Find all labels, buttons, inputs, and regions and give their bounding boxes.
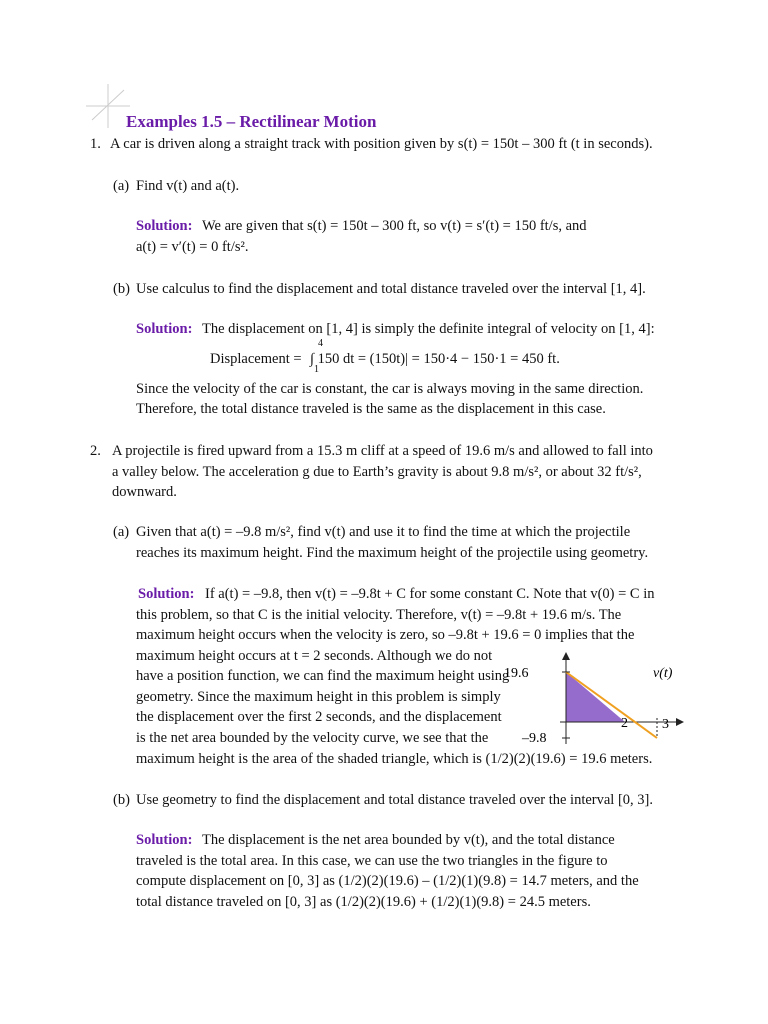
problem-1a-solution-line: a(t) = v′(t) = 0 ft/s². [136,239,249,255]
label-neg-9-8: –9.8 [522,731,547,746]
equation-left: Displacement = [210,351,302,367]
problem-2a-question: Given that a(t) = –9.8 m/s², find v(t) and use it to find the time at which the projectile [136,524,631,540]
problem-2b-solution-line: traveled is the total area. In this case, we can use the two triangles in the figure to [136,853,608,869]
v-axis-arrow [562,652,570,660]
problem-1b-label: (b) [113,281,130,297]
problem-2a-solution-line: maximum height occurs when the velocity is zero, so –9.8t + 19.6 = 0 implies that the [136,627,635,643]
problem-1-number: 1. [90,136,101,152]
problem-2a-label: (a) [113,524,130,540]
crosshair-mark [86,84,130,128]
velocity-figure [500,650,690,750]
equation-integral: ∫ 150 dt = (150t)| = 150·4 − 150·1 = 450 ft. [310,351,560,367]
label-19-6: 19.6 [504,666,529,681]
problem-2a-solution-line: the displacement over the first 2 seconds, and the displacement [136,709,502,725]
label-t2: 2 [621,716,628,731]
problem-2b-solution-line: The displacement is the net area bounded by v(t), and the total distance [202,832,615,848]
problem-2b-label: (b) [113,792,130,808]
problem-1b-solution-line: The displacement on [1, 4] is simply the definite integral of velocity on [1, 4]: [202,321,655,337]
problem-2b-question: Use geometry to find the displacement and total distance traveled over the interval [0, 3]. [136,792,653,808]
problem-2-line: A projectile is fired upward from a 15.3 m cliff at a speed of 19.6 m/s and allowed to fall into [112,443,653,459]
problem-1b-question: Use calculus to find the displacement and total distance traveled over the interval [1, 4]. [136,281,646,297]
problem-1a-solution-line: We are given that s(t) = 150t – 300 ft, so v(t) = s′(t) = 150 ft/s, and [202,218,587,234]
problem-2a-solution-line: If a(t) = –9.8, then v(t) = –9.8t + C for some constant C. Note that v(0) = C in [205,586,655,602]
solution-label: Solution: [136,218,193,234]
problem-1a-label: (a) [113,178,130,194]
label-t3: 3 [662,717,669,732]
solution-label: Solution: [136,832,193,848]
problem-2a-solution-line: have a position function, we can find the maximum height using [136,668,510,684]
integral-upper-limit: 4 [318,338,323,349]
problem-2a-solution-line: geometry. Since the maximum height in this problem is simply [136,689,501,705]
problem-1b-text-line: Since the velocity of the car is constant, the car is always moving in the same direction. [136,381,644,397]
problem-2a-question: reaches its maximum height. Find the maximum height of the projectile using geometry. [136,545,649,561]
problem-2-number: 2. [90,443,101,459]
problem-1b-text-line: Therefore, the total distance traveled is the same as the displacement in this case. [136,401,606,417]
integral-lower-limit: 1 [314,364,319,375]
problem-2-line: downward. [112,484,177,500]
t-axis-arrow [676,718,684,726]
solution-label: Solution: [138,586,195,602]
label-vt: v(t) [653,666,673,681]
problem-2a-solution-line: maximum height occurs at t = 2 seconds. Although we do not [136,648,493,664]
problem-2a-solution-line: is the net area bounded by the velocity curve, we see that the [136,730,489,746]
problem-2a-solution-line: this problem, so that C is the initial velocity. Therefore, v(t) = –9.8t + 19.6 m/s. The [136,607,622,623]
problem-2b-solution-line: total distance traveled on [0, 3] as (1/2)(2)(19.6) + (1/2)(1)(9.8) = 24.5 meters. [136,894,591,910]
problem-2-line: a valley below. The acceleration g due to Earth’s gravity is about 9.8 m/s², or about 32 ft/s², [112,464,642,480]
problem-2b-solution-line: compute displacement on [0, 3] as (1/2)(2)(19.6) – (1/2)(1)(9.8) = 14.7 meters, and the [136,873,639,889]
solution-label: Solution: [136,321,193,337]
page-title: Examples 1.5 – Rectilinear Motion [126,112,377,131]
problem-2a-solution-line: maximum height is the area of the shaded triangle, which is (1/2)(2)(19.6) = 19.6 meters. [136,751,653,767]
problem-1a-question: Find v(t) and a(t). [136,178,240,194]
problem-1-statement: A car is driven along a straight track with position given by s(t) = 150t – 300 ft (t in seconds). [110,136,653,152]
